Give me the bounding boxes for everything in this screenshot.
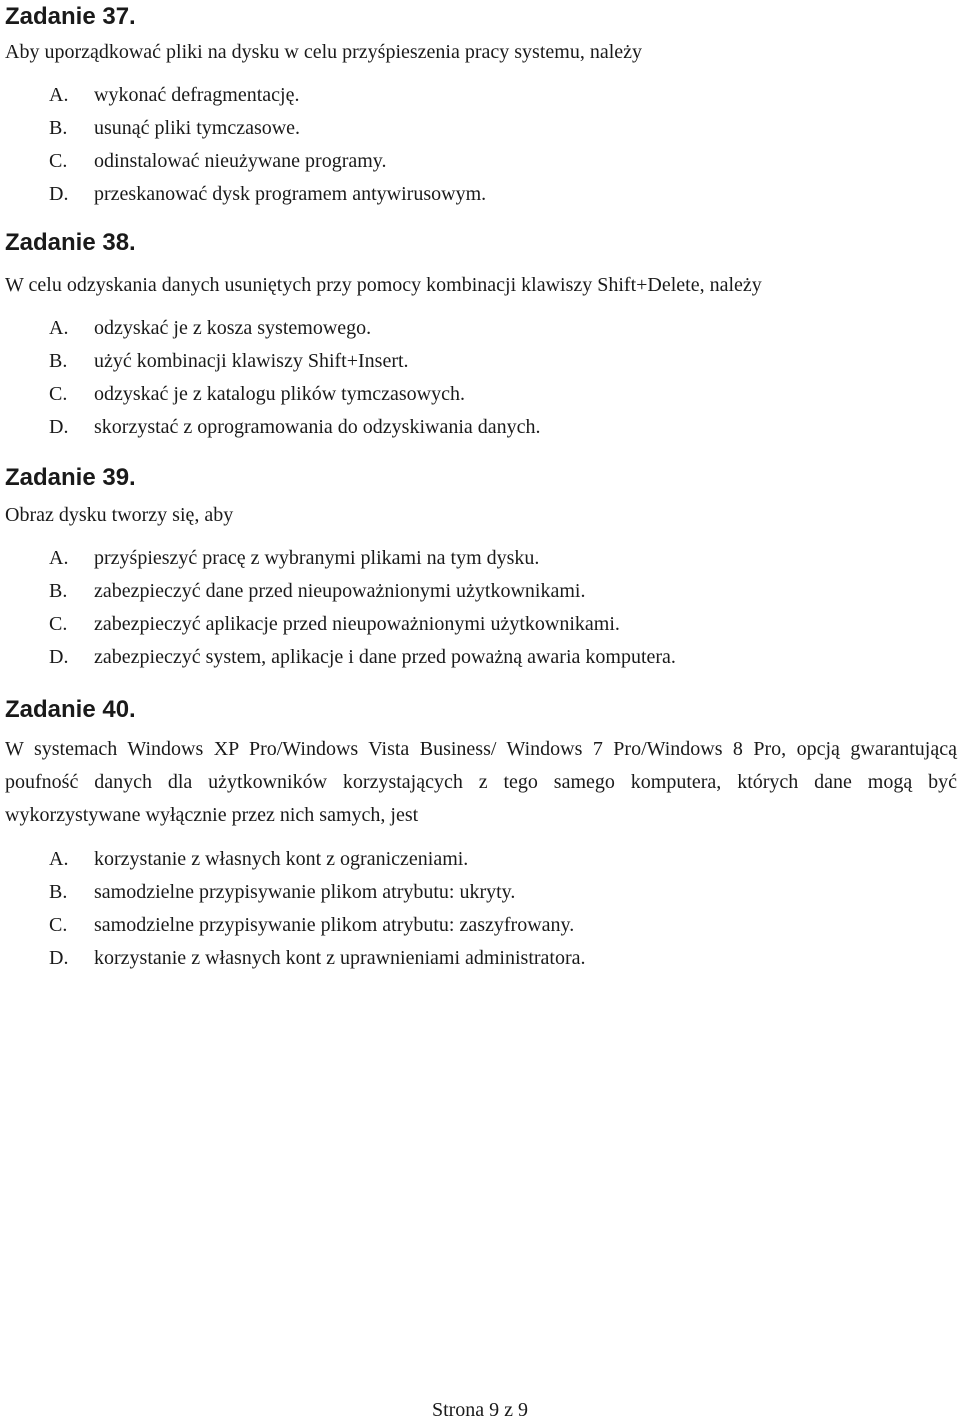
task-40: [5, 695, 957, 975]
answer-option-b: [5, 345, 957, 378]
answer-letter: C.: [49, 914, 68, 936]
answer-letter: C.: [49, 613, 68, 635]
answer-text: odzyskać je z katalogu plików tymczasowych.: [94, 383, 465, 405]
answer-letter: D.: [49, 416, 69, 438]
answer-text: wykonać defragmentację.: [94, 84, 300, 106]
answer-letter: B.: [49, 350, 68, 372]
answer-text: zabezpieczyć system, aplikacje i dane przed poważną awaria komputera.: [94, 646, 676, 668]
answer-text: skorzystać z oprogramowania do odzyskiwania danych.: [94, 416, 541, 438]
answer-letter: A.: [49, 547, 69, 569]
task-title: Zadanie 40.: [5, 696, 136, 723]
answer-letter: C.: [49, 383, 68, 405]
answer-option-d: [5, 178, 957, 211]
page-number: Strona 9 z 9: [431, 1399, 529, 1421]
task-question: Aby uporządkować pliki na dysku w celu przyśpieszenia pracy systemu, należy: [5, 41, 643, 63]
answer-option-c: [5, 378, 957, 411]
task-question: W celu odzyskania danych usuniętych przy pomocy kombinacji klawiszy Shift+Delete, należy: [5, 274, 762, 296]
answer-list: [5, 542, 957, 674]
task-37: [5, 2, 957, 211]
answer-letter: D.: [49, 947, 69, 969]
answer-letter: A.: [49, 317, 69, 339]
task-question: W systemach Windows XP Pro/Windows Vista Business/ Windows 7 Pro/Windows 8 Pro, opcją gwarantującą poufność danych dla użytkowników korzystających z tego samego komputera, których dane mogą być wykorzystywane wyłącznie przez nich samych, jest: [5, 738, 957, 826]
task-title: Zadanie 39.: [5, 464, 136, 491]
answer-option-c: [5, 608, 957, 641]
task-39: [5, 463, 957, 674]
answer-option-c: [5, 145, 957, 178]
answer-text: odinstalować nieużywane programy.: [94, 150, 387, 172]
answer-text: zabezpieczyć dane przed nieupoważnionymi użytkownikami.: [94, 580, 586, 602]
answer-text: samodzielne przypisywanie plikom atrybutu: zaszyfrowany.: [94, 914, 575, 936]
task-question: Obraz dysku tworzy się, aby: [5, 504, 234, 526]
answer-text: użyć kombinacji klawiszy Shift+Insert.: [94, 350, 409, 372]
answer-option-a: [5, 312, 957, 345]
task-38: [5, 228, 957, 444]
answer-list: [5, 312, 957, 444]
answer-text: zabezpieczyć aplikacje przed nieupoważnionymi użytkownikami.: [94, 613, 620, 635]
answer-text: usunąć pliki tymczasowe.: [94, 117, 301, 139]
task-title: Zadanie 37.: [5, 3, 136, 30]
answer-letter: B.: [49, 117, 68, 139]
answer-option-a: [5, 843, 957, 876]
answer-list: [5, 843, 957, 975]
answer-option-d: [5, 942, 957, 975]
answer-text: przeskanować dysk programem antywirusowym.: [94, 183, 487, 205]
answer-text: samodzielne przypisywanie plikom atrybutu: ukryty.: [94, 881, 516, 903]
answer-letter: D.: [49, 646, 69, 668]
answer-option-b: [5, 112, 957, 145]
answer-option-d: [5, 411, 957, 444]
answer-text: przyśpieszyć pracę z wybranymi plikami na tym dysku.: [94, 547, 540, 569]
answer-text: korzystanie z własnych kont z uprawnieniami administratora.: [94, 947, 586, 969]
answer-option-b: [5, 575, 957, 608]
task-title: Zadanie 38.: [5, 229, 136, 256]
answer-option-a: [5, 542, 957, 575]
answer-option-c: [5, 909, 957, 942]
answer-letter: A.: [49, 84, 69, 106]
answer-option-a: [5, 79, 957, 112]
answer-option-d: [5, 641, 957, 674]
answer-text: korzystanie z własnych kont z ograniczeniami.: [94, 848, 469, 870]
answer-letter: D.: [49, 183, 69, 205]
answer-letter: A.: [49, 848, 69, 870]
answer-letter: C.: [49, 150, 68, 172]
answer-option-b: [5, 876, 957, 909]
answer-letter: B.: [49, 881, 68, 903]
answer-text: odzyskać je z kosza systemowego.: [94, 317, 372, 339]
answer-list: [5, 79, 957, 211]
answer-letter: B.: [49, 580, 68, 602]
